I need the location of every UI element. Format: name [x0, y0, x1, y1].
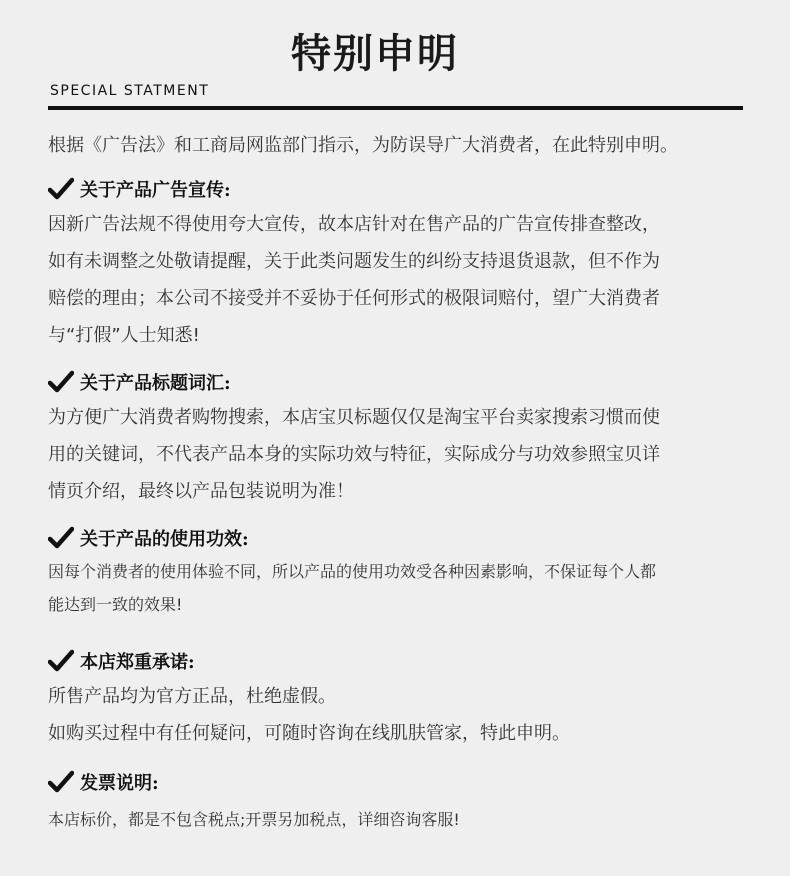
section-heading [48, 174, 768, 204]
section-heading-text: 发票说明: [80, 773, 159, 794]
section-usage-effect [48, 523, 768, 621]
checkmark-icon [48, 526, 74, 550]
section-heading-text: 关于产品标题词汇: [80, 373, 231, 394]
section-title-keywords [48, 367, 768, 510]
paragraph-line: 能达到一致的效果! [48, 595, 183, 614]
section-heading-text: 关于产品广告宣传: [80, 180, 231, 201]
paragraph-line: 为方便广大消费者购物搜索，本店宝贝标题仅仅是淘宝平台卖家搜索习惯而使 [48, 407, 660, 428]
paragraph-line: 因新广告法规不得使用夸大宣传，故本店针对在售产品的广告宣传排查整改， [48, 214, 660, 235]
title-divider [48, 106, 743, 110]
section-ad-promotion [48, 174, 768, 354]
paragraph-line: 与“打假”人士知悉! [48, 325, 200, 346]
paragraph-line: 用的关键词，不代表产品本身的实际功效与特征，实际成分与功效参照宝贝详 [48, 444, 660, 465]
page-title: 特别申明 [291, 30, 459, 77]
page-subtitle: SPECIAL STATMENT [50, 83, 210, 99]
checkmark-icon [48, 370, 74, 394]
paragraph-line: 如有未调整之处敬请提醒，关于此类问题发生的纠纷支持退货退款，但不作为 [48, 251, 660, 272]
checkmark-icon [48, 770, 74, 794]
section-heading [48, 523, 768, 553]
checkmark-icon [48, 649, 74, 673]
paragraph-line: 如购买过程中有任何疑问，可随时咨询在线肌肤管家，特此申明。 [48, 723, 570, 744]
paragraph-line: 所售产品均为官方正品，杜绝虚假。 [48, 686, 336, 707]
section-heading [48, 646, 768, 676]
section-promise [48, 646, 768, 752]
section-heading-text: 本店郑重承诺: [80, 652, 195, 673]
section-heading-text: 关于产品的使用功效: [80, 529, 249, 550]
checkmark-icon [48, 177, 74, 201]
section-heading [48, 767, 768, 797]
section-invoice [48, 767, 768, 836]
paragraph-line: 本店标价，都是不包含税点;开票另加税点，详细咨询客服! [48, 810, 460, 829]
section-heading [48, 367, 768, 397]
paragraph-line: 情页介绍，最终以产品包装说明为准！ [48, 481, 354, 502]
paragraph-line: 因每个消费者的使用体验不同，所以产品的使用功效受各种因素影响，不保证每个人都 [48, 562, 657, 581]
paragraph-line: 赔偿的理由；本公司不接受并不妥协于任何形式的极限词赔付，望广大消费者 [48, 288, 660, 309]
intro-text: 根据《广告法》和工商局网监部门指示，为防误导广大消费者，在此特别申明。 [48, 135, 678, 156]
